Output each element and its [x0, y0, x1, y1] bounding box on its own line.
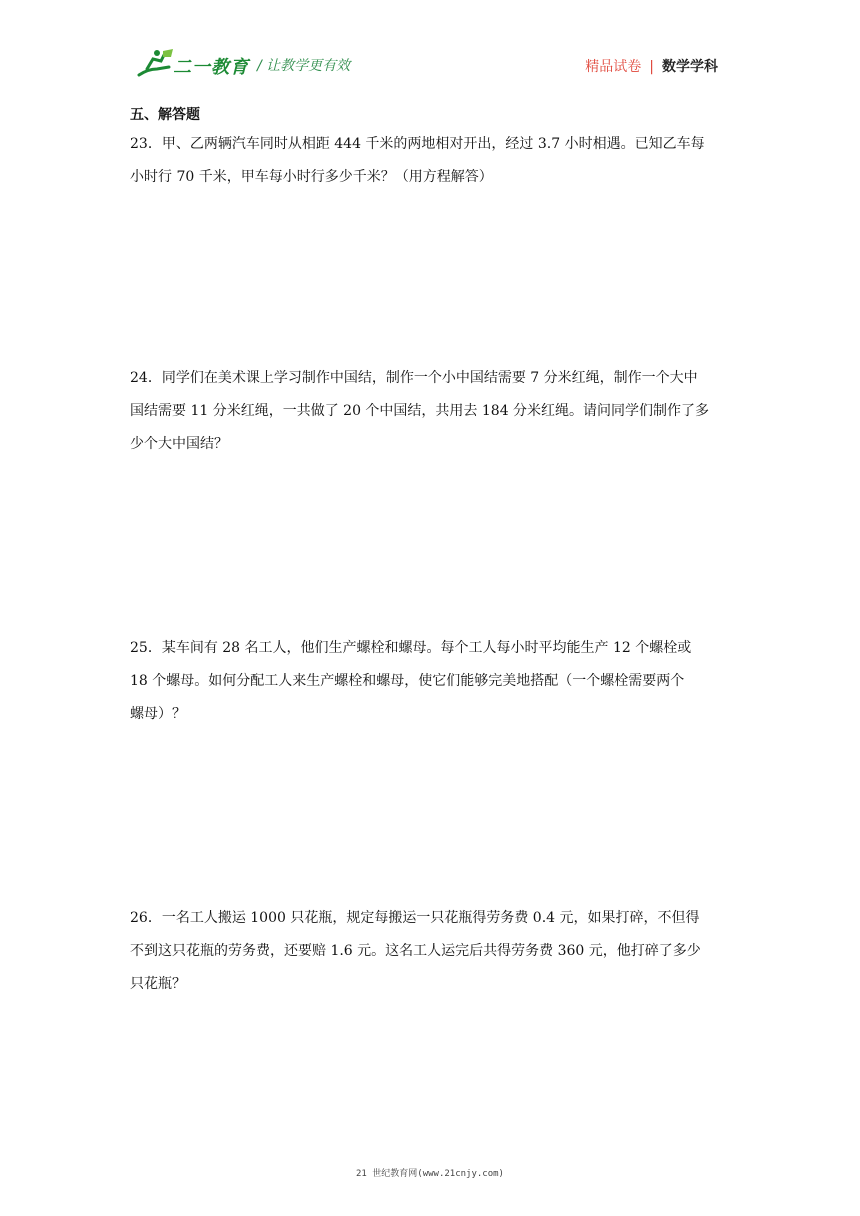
question-25 — [130, 632, 735, 731]
question-line: 少个大中国结？ — [130, 436, 228, 452]
subject-label: 数学学科 — [662, 59, 718, 75]
page-footer: 21 世纪教育网(www.21cnjy.com) — [356, 1169, 504, 1179]
slogan: / 让教学更有效 — [257, 58, 351, 74]
header-right — [585, 56, 718, 76]
question-24 — [130, 362, 735, 461]
page-header — [0, 0, 860, 90]
question-23 — [130, 128, 735, 194]
question-line: 国结需要 11 分米红绳，一共做了 20 个中国结，共用去 184 分米红绳。请问同学们制作了多 — [130, 403, 710, 419]
runner-logo-icon — [135, 47, 175, 81]
question-line: 螺母）？ — [130, 706, 186, 722]
question-line: 23．甲、乙两辆汽车同时从相距 444 千米的两地相对开出，经过 3.7 小时相遇。已知乙车每 — [130, 136, 705, 152]
question-line: 不到这只花瓶的劳务费，还要赔 1.6 元。这名工人运完后共得劳务费 360 元，他打碎了多少 — [130, 943, 701, 959]
brand-logo — [135, 47, 249, 81]
question-line: 只花瓶？ — [130, 976, 186, 992]
section-title: 五、解答题 — [130, 107, 200, 123]
boutique-label: 精品试卷 — [585, 59, 642, 75]
header-separator: | — [649, 59, 654, 75]
logo-text: 二一教育 — [173, 57, 249, 78]
question-26 — [130, 902, 735, 1001]
question-line: 18 个螺母。如何分配工人来生产螺栓和螺母，使它们能够完美地搭配（一个螺栓需要两个 — [130, 673, 685, 689]
question-line: 24．同学们在美术课上学习制作中国结，制作一个小中国结需要 7 分米红绳，制作一个大中 — [130, 370, 698, 386]
question-line: 25．某车间有 28 名工人，他们生产螺栓和螺母。每个工人每小时平均能生产 12 个螺栓或 — [130, 640, 692, 656]
question-line: 26．一名工人搬运 1000 只花瓶，规定每搬运一只花瓶得劳务费 0.4 元，如果打碎，不但得 — [130, 910, 700, 926]
question-line: 小时行 70 千米，甲车每小时行多少千米？（用方程解答） — [130, 169, 493, 185]
